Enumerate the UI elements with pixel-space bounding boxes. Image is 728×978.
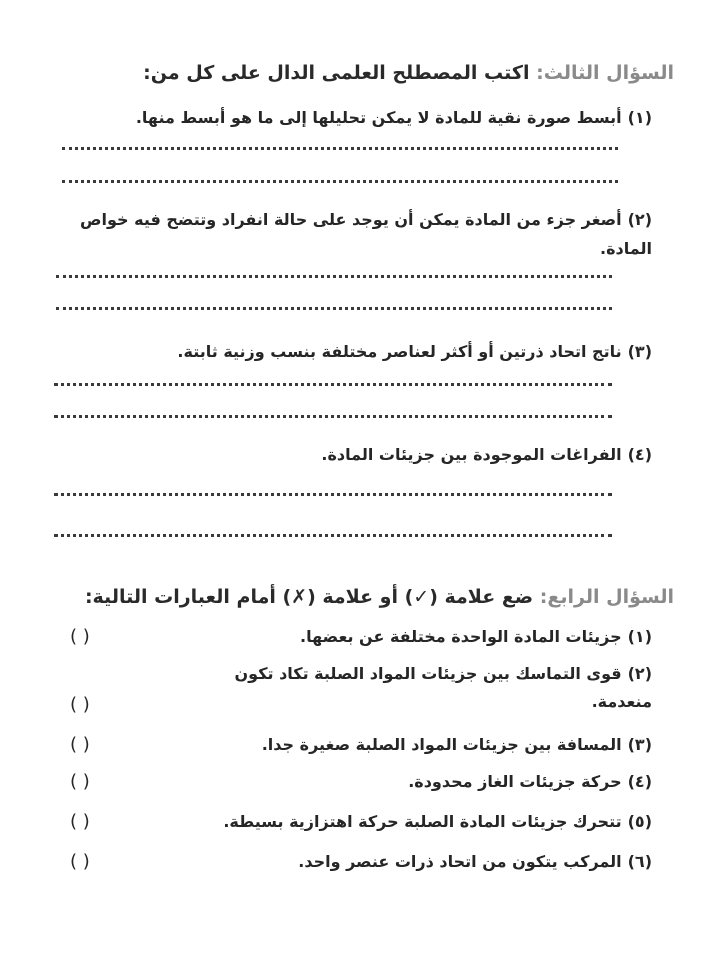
answer-line[interactable] — [54, 415, 612, 418]
tf-item-5-text — [223, 807, 652, 837]
q3-item-3 — [177, 337, 652, 366]
answer-line[interactable] — [62, 147, 618, 150]
q3-instruction: اكتب المصطلح العلمى الدال على كل من: — [143, 62, 530, 84]
tf-item-5-number: (٥) — [627, 812, 652, 831]
tf-item-6-text — [298, 847, 652, 877]
tf-item-6 — [60, 847, 652, 877]
q4-label: السؤال الرابع — [547, 586, 674, 608]
tf-item-1-statement: جزيئات المادة الواحدة مختلفة عن بعضها. — [300, 627, 622, 646]
q3-item-4 — [321, 440, 652, 469]
q4-heading: السؤال الرابع: ضع علامة (✓) أو علامة (✗) أمام العبارات التالية: — [84, 586, 674, 608]
answer-blank[interactable]: ( ) — [70, 626, 90, 647]
q3-item-2-text: أصغر جزء من المادة يمكن أن يوجد على حالة انفراد وتتضح فيه خواص المادة. — [79, 210, 652, 258]
tf-item-3 — [60, 730, 652, 760]
q3-item-2 — [44, 205, 652, 263]
q3-item-1-number: (١) — [627, 108, 652, 127]
answer-blank[interactable]: ( ) — [70, 851, 90, 872]
answer-line[interactable] — [56, 275, 612, 278]
q3-item-4-text: الفراغات الموجودة بين جزيئات المادة. — [321, 445, 622, 464]
tf-item-1-text — [300, 622, 652, 652]
tf-item-3-number: (٣) — [627, 735, 652, 754]
answer-blank[interactable]: ( ) — [70, 811, 90, 832]
q3-label: السؤال الثالث — [543, 62, 674, 84]
answer-line[interactable] — [54, 383, 612, 386]
tf-item-5-statement: تتحرك جزيئات المادة الصلبة حركة اهتزازية بسيطة. — [223, 812, 622, 831]
tf-item-2-text — [182, 660, 652, 716]
q4-instruction: ضع علامة (✓) أو علامة (✗) أمام العبارات التالية: — [84, 586, 534, 608]
q3-item-1-text: أبسط صورة نقية للمادة لا يمكن تحليلها إلى ما هو أبسط منها. — [135, 108, 622, 127]
tf-item-1-number: (١) — [627, 627, 652, 646]
tf-item-1 — [60, 622, 652, 652]
q3-item-4-number: (٤) — [627, 445, 652, 464]
answer-blank[interactable]: ( ) — [70, 734, 90, 755]
tf-item-5 — [60, 807, 652, 837]
tf-item-4 — [60, 767, 652, 797]
tf-item-4-statement: حركة جزيئات الغاز محدودة. — [408, 772, 622, 791]
q3-heading: السؤال الثالث: اكتب المصطلح العلمى الدال على كل من: — [143, 62, 674, 84]
tf-item-6-number: (٦) — [627, 852, 652, 871]
answer-blank[interactable]: ( ) — [70, 694, 90, 715]
tf-item-4-text — [408, 767, 652, 797]
q3-item-1 — [136, 103, 652, 132]
answer-line[interactable] — [54, 534, 612, 537]
tf-item-2 — [60, 660, 652, 720]
tf-item-6-statement: المركب يتكون من اتحاد ذرات عنصر واحد. — [298, 852, 622, 871]
answer-line[interactable] — [56, 307, 612, 310]
answer-line[interactable] — [62, 180, 618, 183]
q3-item-3-number: (٣) — [627, 342, 652, 361]
tf-item-4-number: (٤) — [627, 772, 652, 791]
tf-item-2-number: (٢) — [627, 664, 652, 683]
answer-blank[interactable]: ( ) — [70, 771, 90, 792]
tf-item-3-text — [262, 730, 652, 760]
q3-item-3-text: ناتج اتحاد ذرتين أو أكثر لعناصر مختلفة بنسب وزنية ثابتة. — [177, 342, 622, 361]
tf-item-3-statement: المسافة بين جزيئات المواد الصلبة صغيرة جدا. — [261, 735, 622, 754]
answer-line[interactable] — [54, 493, 612, 496]
tf-item-2-statement: قوى التماسك بين جزيئات المواد الصلبة تكاد تكون منعدمة. — [234, 664, 652, 711]
q3-item-2-number: (٢) — [627, 210, 652, 229]
